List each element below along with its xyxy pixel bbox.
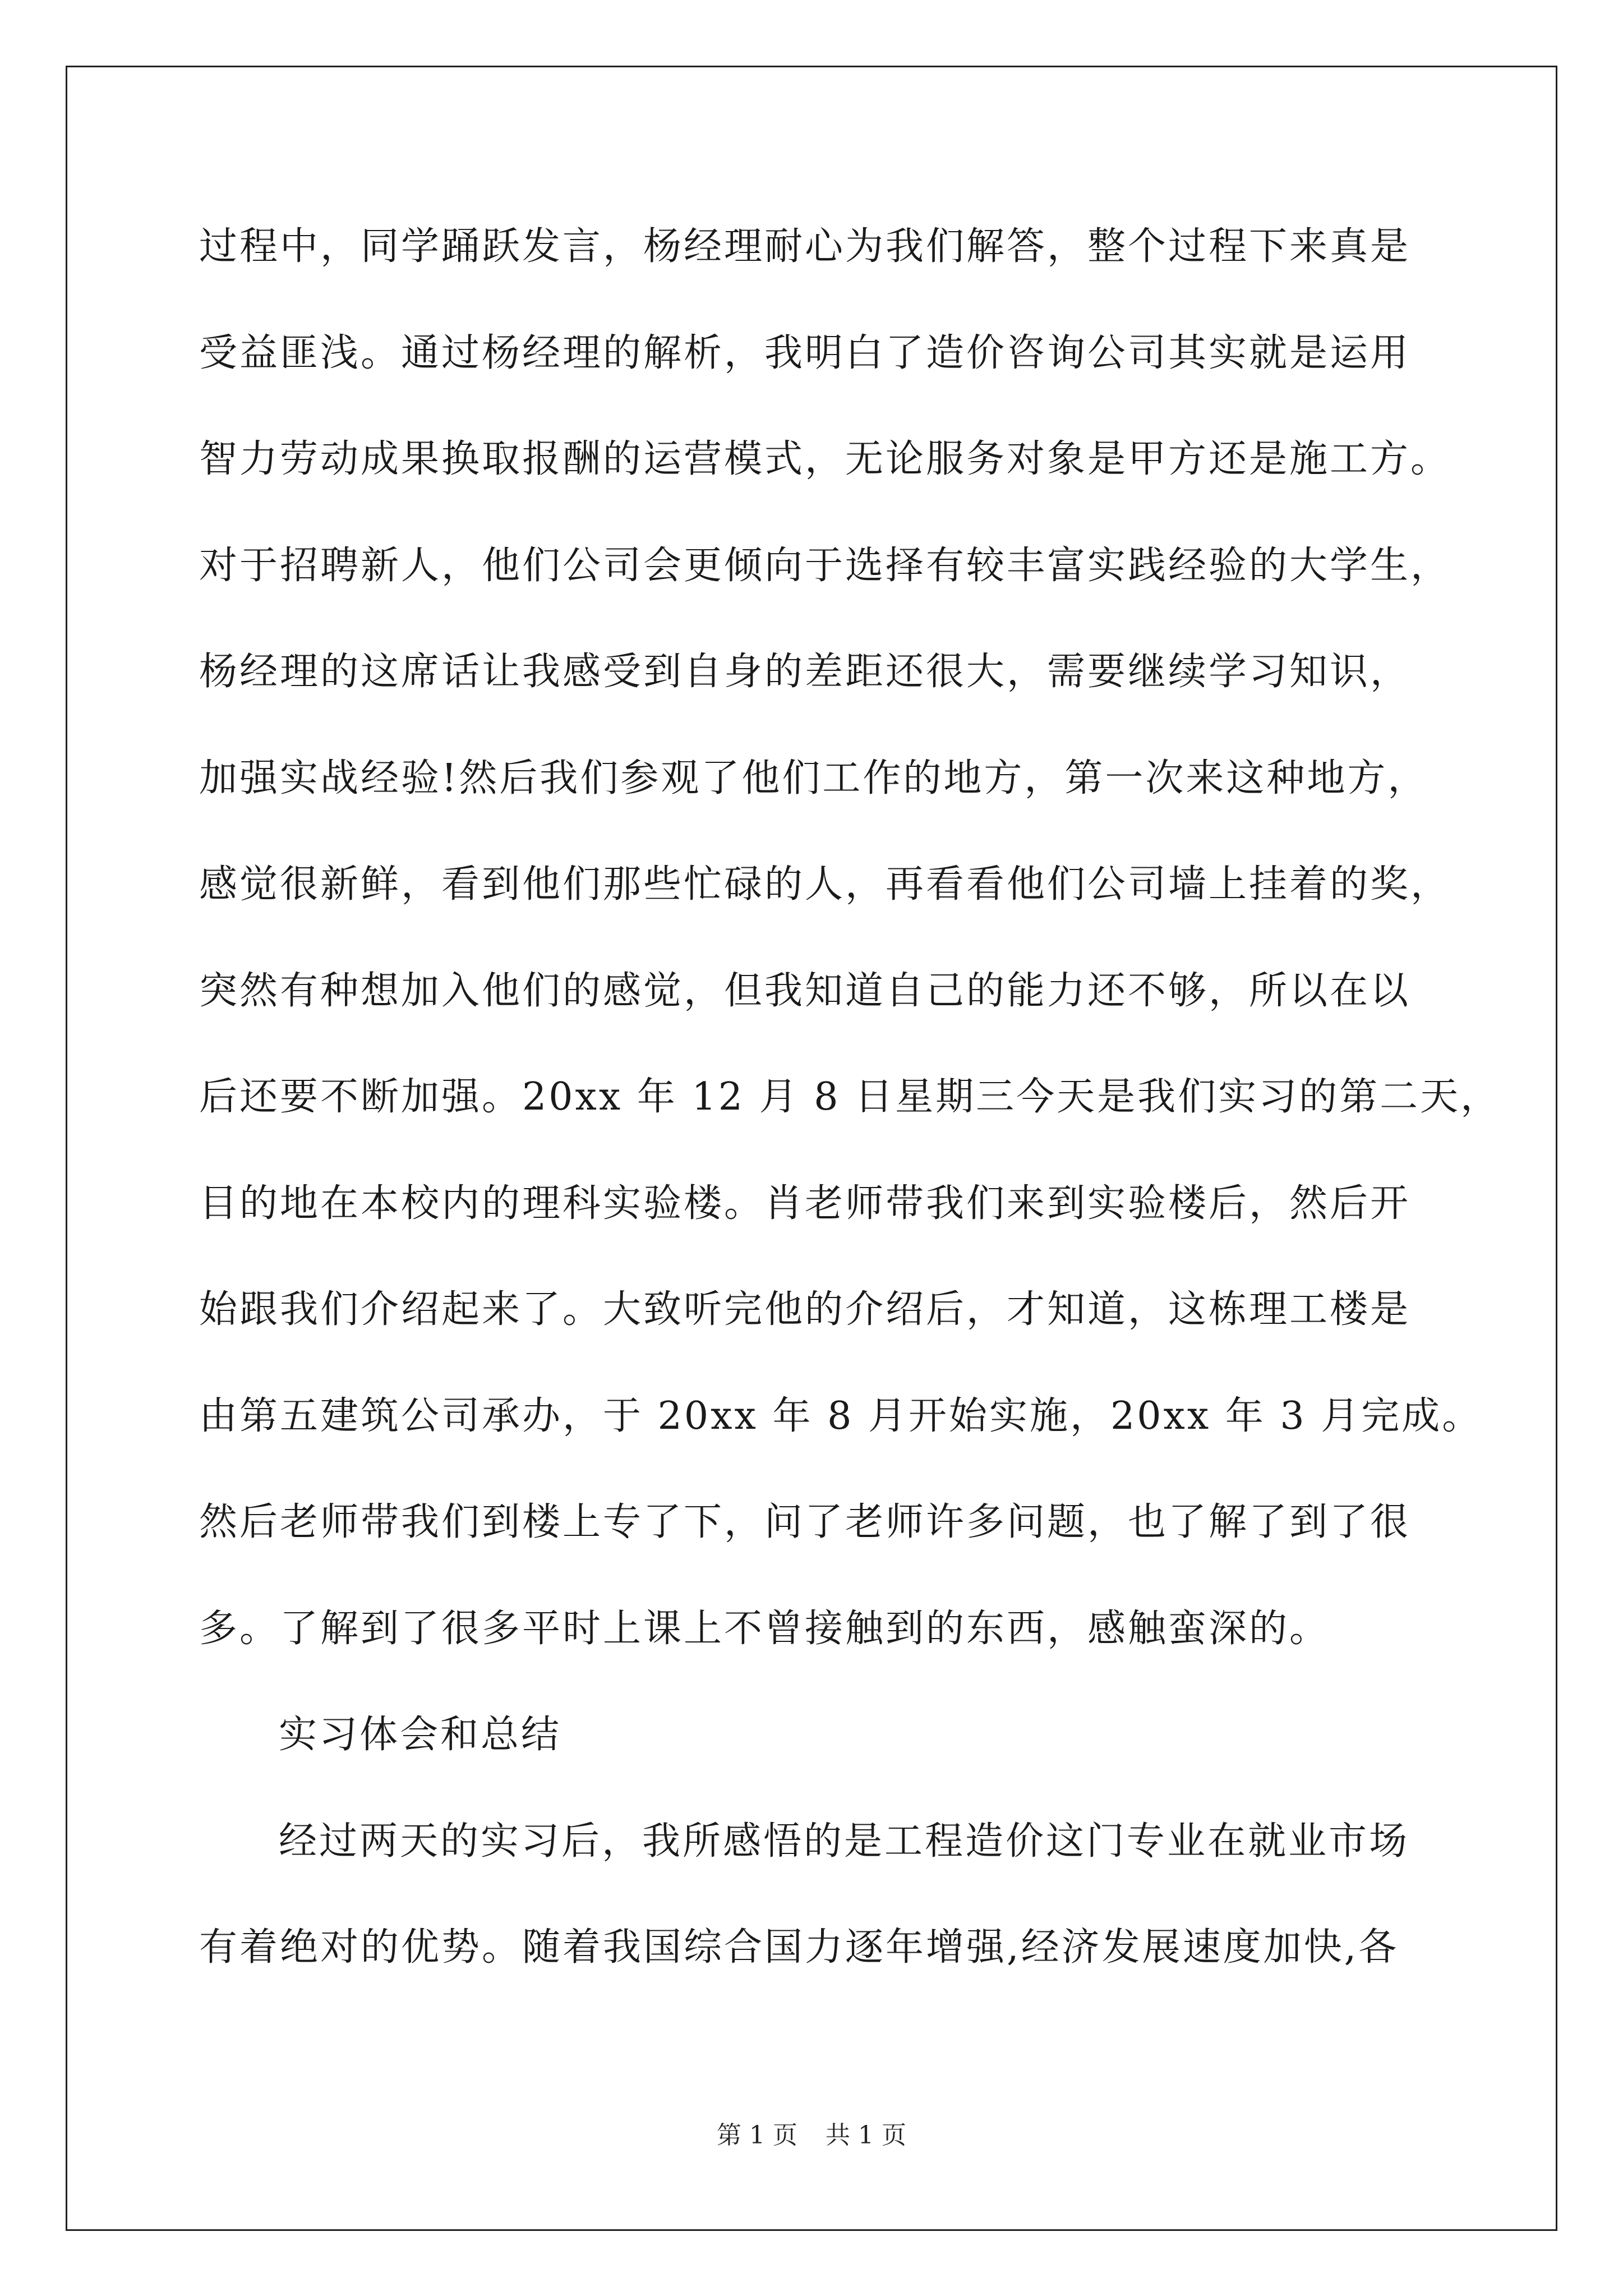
- text-line: 有着绝对的优势。随着我国综合国力逐年增强,经济发展速度加快,各: [199, 1925, 1399, 1970]
- text-line: 然后老师带我们到楼上专了下，问了老师许多问题，也了解了到了很: [199, 1500, 1411, 1544]
- page-footer: [0, 2115, 1623, 2151]
- text-line: 目的地在本校内的理科实验楼。肖老师带我们来到实验楼后，然后开: [199, 1181, 1411, 1226]
- text-line: 过程中，同学踊跃发言，杨经理耐心为我们解答，整个过程下来真是: [199, 224, 1411, 269]
- section-heading: 实习体会和总结: [279, 1713, 562, 1757]
- text-line: 杨经理的这席话让我感受到自身的差距还很大，需要继续学习知识，: [199, 650, 1411, 694]
- page-number: 第 1 页: [717, 2121, 797, 2150]
- text-line: 感觉很新鲜，看到他们那些忙碌的人，再看看他们公司墙上挂着的奖，: [199, 862, 1451, 907]
- text-line: 突然有种想加入他们的感觉，但我知道自己的能力还不够，所以在以: [199, 968, 1411, 1013]
- text-line: 多。了解到了很多平时上课上不曾接触到的东西，感触蛮深的。: [199, 1606, 1330, 1651]
- text-line: 加强实战经验!然后我们参观了他们工作的地方，第一次来这种地方，: [199, 756, 1428, 800]
- page-total: 共 1 页: [826, 2121, 906, 2150]
- text-line: 经过两天的实习后，我所感悟的是工程造价这门专业在就业市场: [279, 1819, 1410, 1864]
- text-line: 对于招聘新人，他们公司会更倾向于选择有较丰富实践经验的大学生，: [199, 543, 1451, 588]
- document-body: [199, 213, 1501, 2021]
- text-line: 后还要不断加强。20xx 年 12 月 8 日星期三今天是我们实习的第二天，: [199, 1075, 1501, 1119]
- text-line: 智力劳动成果换取报酬的运营模式，无论服务对象是甲方还是施工方。: [199, 437, 1451, 481]
- text-line: 受益匪浅。通过杨经理的解析，我明白了造价咨询公司其实就是运用: [199, 330, 1411, 375]
- text-line: 由第五建筑公司承办，于 20xx 年 8 月开始实施，20xx 年 3 月完成。: [199, 1393, 1483, 1438]
- text-line: 始跟我们介绍起来了。大致听完他的介绍后，才知道，这栋理工楼是: [199, 1287, 1411, 1332]
